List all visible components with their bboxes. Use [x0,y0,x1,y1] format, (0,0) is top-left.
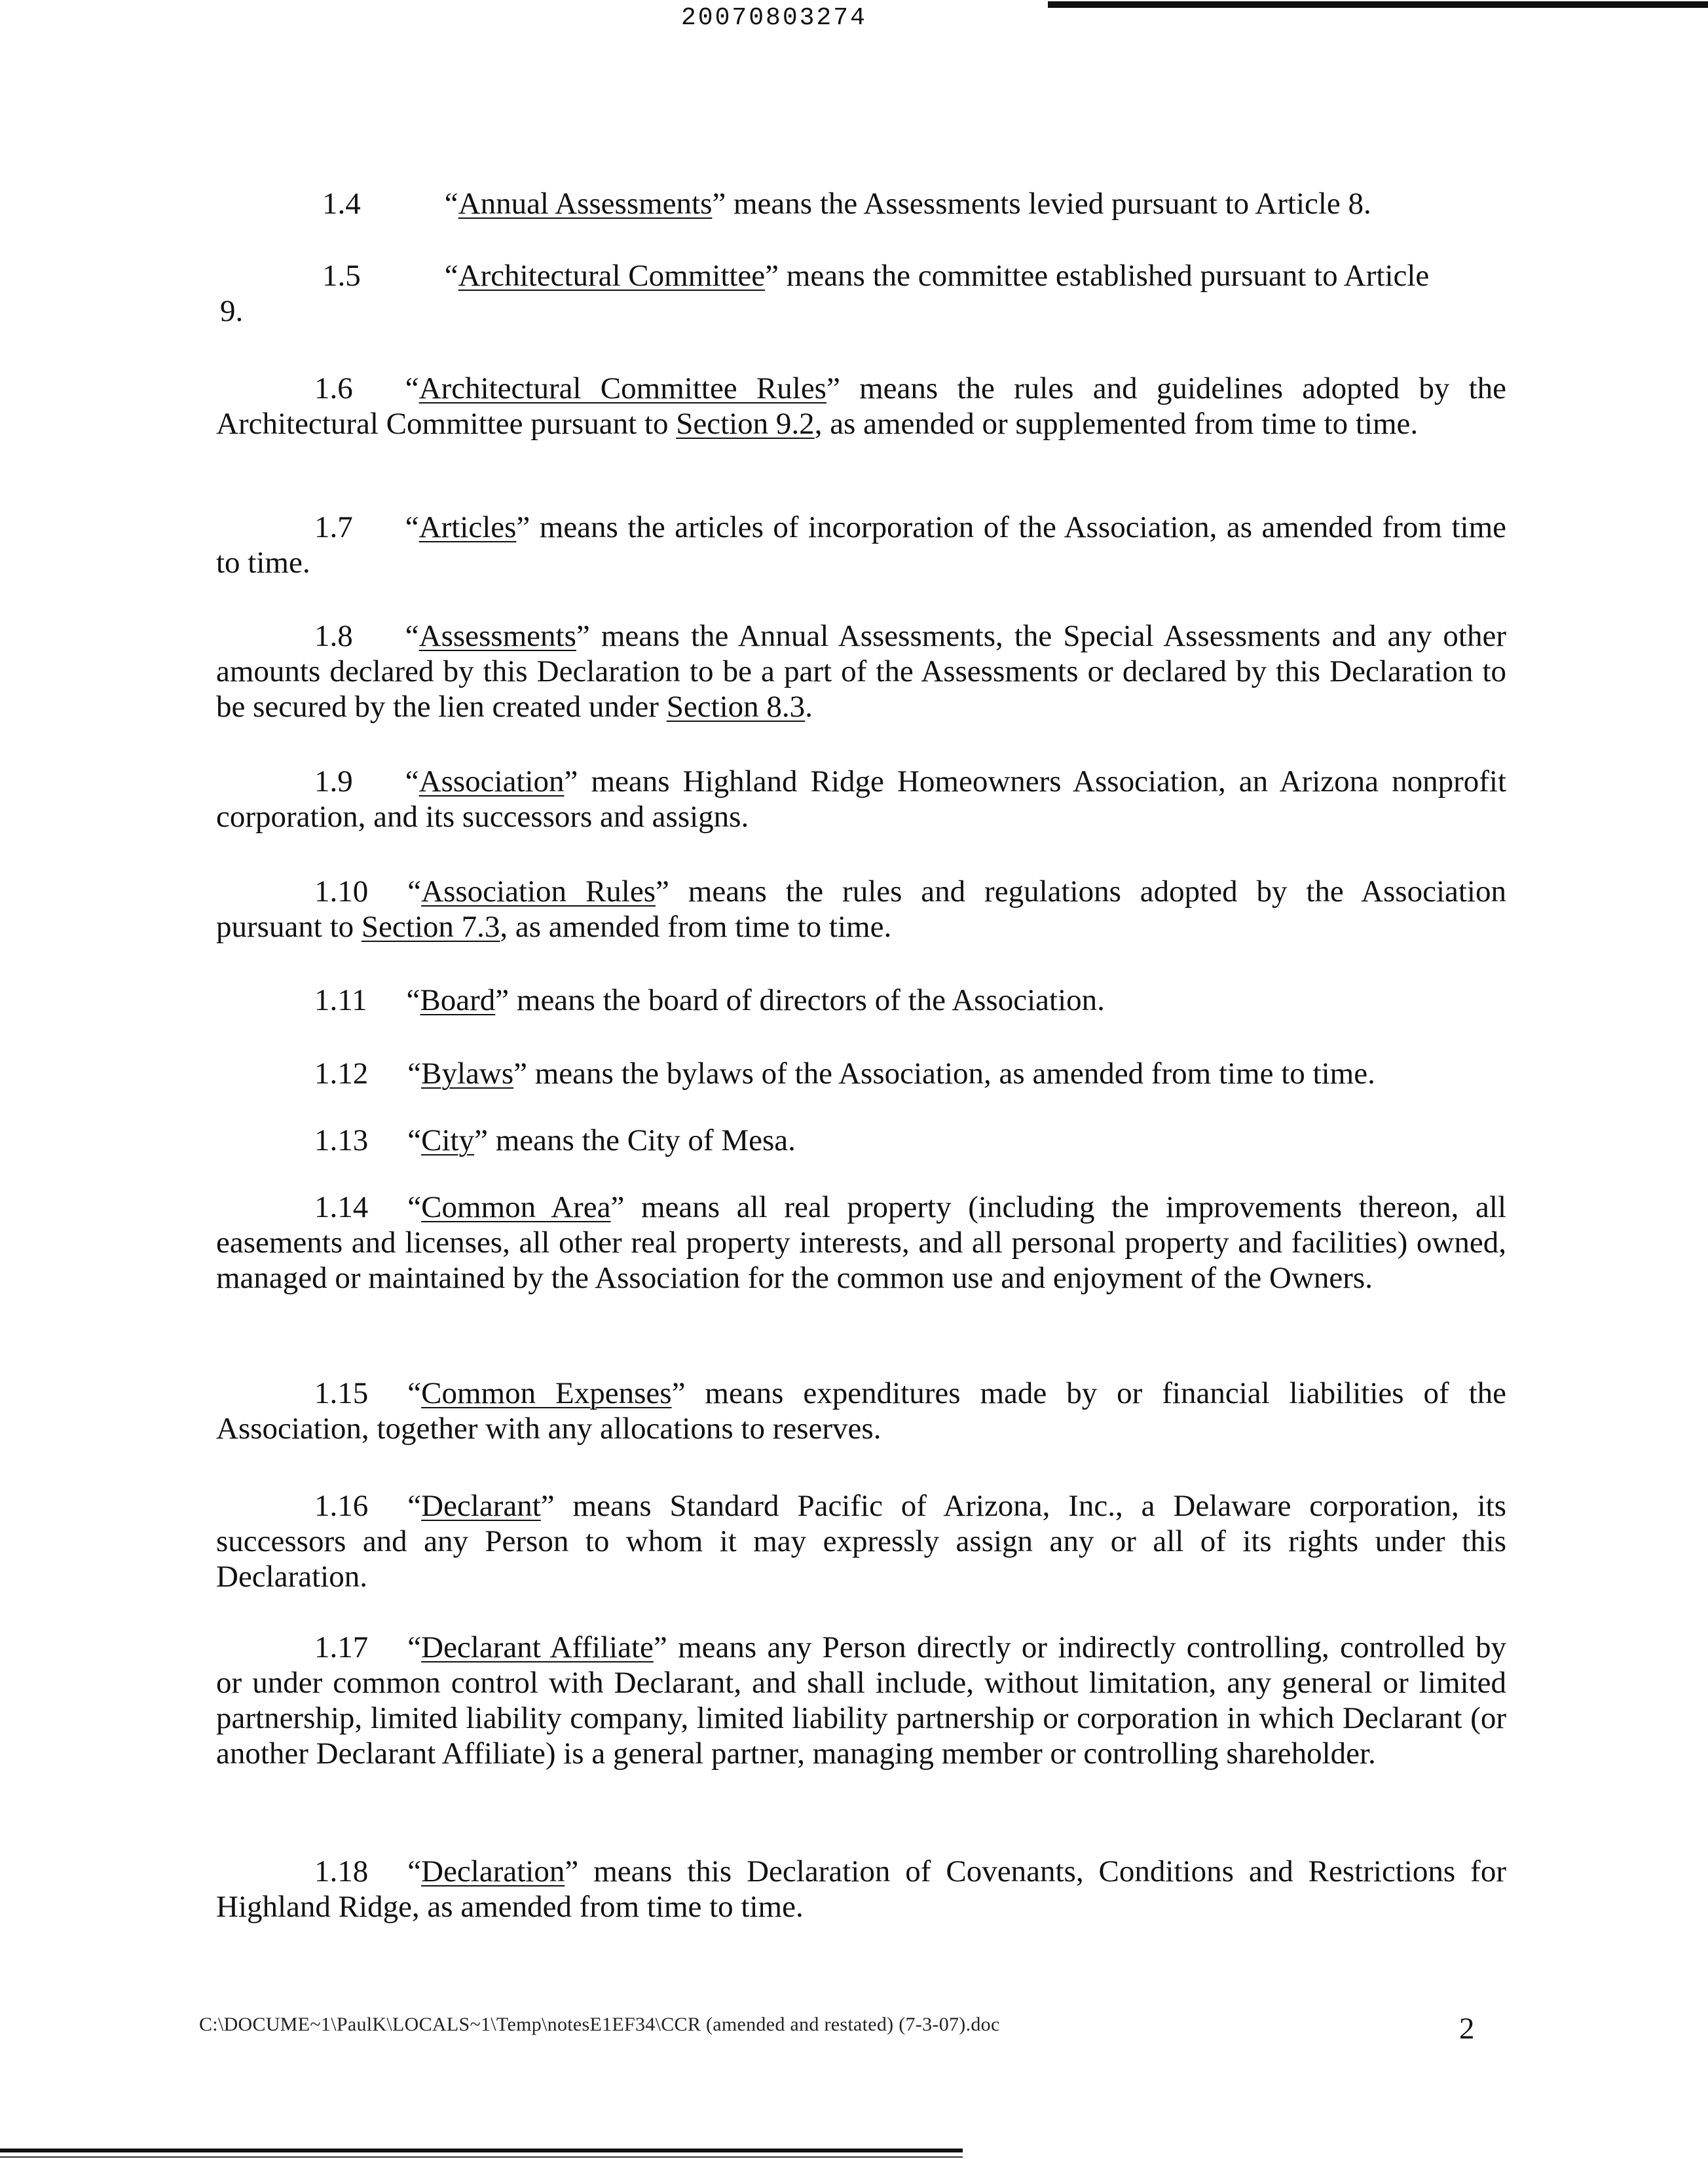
definition-1-14: 1.14 “Common Area” means all real property (including the improvements thereon, all easements and licenses, all other real property interests, and all personal property and facilities) owned, managed or maintained by the Association for the common use and enjoyment of the Owners. [216,1190,1506,1295]
definition-text: means Highland Ridge Homeowners Association, an Arizona nonprofit corporation, and its successors and assigns. [216,764,1506,834]
definition-term: Articles [418,510,517,544]
definition-number: 1.5 [322,259,361,293]
definition-text: means the rules and regulations adopted by the Association pursuant to [216,874,1506,944]
definition-text: means Standard Pacific of Arizona, Inc., a Delaware corporation, its successors and any Person to whom it may expressly assign any or all of its rights under this Declaration. [216,1489,1506,1594]
definition-text: means the City of Mesa. [487,1123,796,1157]
definition-number: 1.18 [314,1854,369,1888]
definition-number: 1.8 [314,619,353,653]
definition-term: Assessments [418,619,576,653]
definition-term: Board [420,983,496,1017]
definition-term: Common Area [421,1190,611,1224]
definition-1-16: 1.16 “Declarant” means Standard Pacific of Arizona, Inc., a Delaware corporation, its successors and any Person to whom it may expressly assign any or all of its rights under this Declaration. [216,1489,1506,1594]
definition-number: 1.13 [314,1123,369,1157]
definition-term: Bylaws [421,1057,514,1091]
definition-term: Association [418,764,565,798]
definition-1-18: 1.18 “Declaration” means this Declaration of Covenants, Conditions and Restrictions for Highland Ridge, as amended from time to time. [216,1854,1506,1924]
footer-file-path: C:\DOCUME~1\PaulK\LOCALS~1\Temp\notesE1EF34\CCR (amended and restated) (7-3-07).doc [199,2014,1000,2035]
definition-1-12: 1.12 “Bylaws” means the bylaws of the Association, as amended from time to time. [314,1057,1375,1091]
definition-text: means the articles of incorporation of the Association, as amended from time to time. [216,510,1506,580]
page-number: 2 [1459,2012,1475,2046]
definition-text: means the board of directors of the Association. [509,983,1105,1017]
definition-text: means this Declaration of Covenants, Conditions and Restrictions for Highland Ridge, as amended from time to time. [216,1854,1506,1924]
definition-number: 1.4 [322,187,361,221]
scan-edge-bottom-thin [0,2156,963,2158]
definition-text: means expenditures made by or financial liabilities of the Association, together with any allocations to reserves. [216,1376,1506,1446]
definition-1-5: 1.5 “Architectural Committee” means the committee established pursuant to Article 9. [216,258,1506,329]
definition-number: 1.15 [314,1376,369,1410]
scan-edge-top [1048,1,1708,8]
definition-number: 1.17 [314,1630,369,1664]
definition-term: Architectural Committee Rules [418,371,826,405]
definition-text: means the Assessments levied pursuant to Article 8. [726,187,1371,221]
definition-term: Declarant Affiliate [421,1630,654,1664]
definition-text: means any Person directly or indirectly controlling, controlled by or under common control with Declarant, and shall include, without limitation, any general or limited partnership, limited liability company, limited liability partnership or corporation in which Declarant (or another Declarant Affiliate) is a general partner, managing member or controlling shareholder. [216,1630,1506,1771]
definition-number: 1.7 [314,510,353,544]
document-number: 20070803274 [681,4,867,32]
definition-number: 1.6 [314,371,353,405]
definition-term: Annual Assessments [458,187,713,221]
definition-text: means the committee established pursuant to Article [779,259,1430,293]
definition-text: means the Annual Assessments, the Special Assessments and any other amounts declared by this Declaration to be a part of the Assessments or declared by this Declaration to be secured by the lien created under [216,619,1506,724]
section-reference: Section 7.3 [361,910,500,944]
definition-1-15: 1.15 “Common Expenses” means expenditures made by or financial liabilities of the Association, together with any allocations to reserves. [216,1376,1506,1446]
definition-number: 1.16 [314,1489,369,1523]
definition-1-13: 1.13 “City” means the City of Mesa. [314,1123,796,1157]
definition-1-7: 1.7 “Articles” means the articles of incorporation of the Association, as amended from time to time. [216,510,1506,580]
definition-text: means the bylaws of the Association, as amended from time to time. [527,1057,1375,1091]
definition-text: means the rules and guidelines adopted by the Architectural Committee pursuant to [216,371,1506,441]
definition-number: 1.11 [314,983,367,1017]
definition-1-8: 1.8 “Assessments” means the Annual Assessments, the Special Assessments and any other amounts declared by this Declaration to be a part of the Assessments or declared by this Declaration to be secured by the lien created under Section 8.3. [216,619,1506,724]
definition-term: Architectural Committee [458,259,766,293]
definition-term: Association Rules [421,874,656,909]
definition-continuation: 9. [220,294,244,328]
definition-term: City [421,1123,475,1157]
section-reference: Section 9.2 [676,407,815,441]
definition-number: 1.14 [314,1190,369,1224]
definition-term: Common Expenses [421,1376,672,1410]
definition-number: 1.9 [314,764,353,798]
definition-1-10: 1.10 “Association Rules” means the rules and regulations adopted by the Association pursuant to Section 7.3, as amended from time to time. [216,874,1506,944]
definition-number: 1.10 [314,874,369,909]
scan-edge-bottom [0,2149,963,2152]
definition-1-6: 1.6 “Architectural Committee Rules” means the rules and guidelines adopted by the Architectural Committee pursuant to Section 9.2, as amended or supplemented from time to time. [216,371,1506,441]
definition-text: means all real property (including the improvements thereon, all easements and licenses, all other real property interests, and all personal property and facilities) owned, managed or maintained by the Association for the common use and enjoyment of the Owners. [216,1190,1506,1295]
definition-1-9: 1.9 “Association” means Highland Ridge Homeowners Association, an Arizona nonprofit corporation, and its successors and assigns. [216,764,1506,834]
definition-1-17: 1.17 “Declarant Affiliate” means any Person directly or indirectly controlling, controlled by or under common control with Declarant, and shall include, without limitation, any general or limited partnership, limited liability company, limited liability partnership or corporation in which Declarant (or another Declarant Affiliate) is a general partner, managing member or controlling shareholder. [216,1630,1506,1771]
definition-number: 1.12 [314,1057,369,1091]
definition-1-4: 1.4 “Annual Assessments” means the Assessments levied pursuant to Article 8. [322,187,1371,221]
definition-term: Declaration [421,1854,565,1888]
definition-1-11: 1.11 “Board” means the board of directors of the Association. [314,983,1105,1017]
definition-term: Declarant [421,1489,541,1523]
section-reference: Section 8.3 [666,690,806,724]
